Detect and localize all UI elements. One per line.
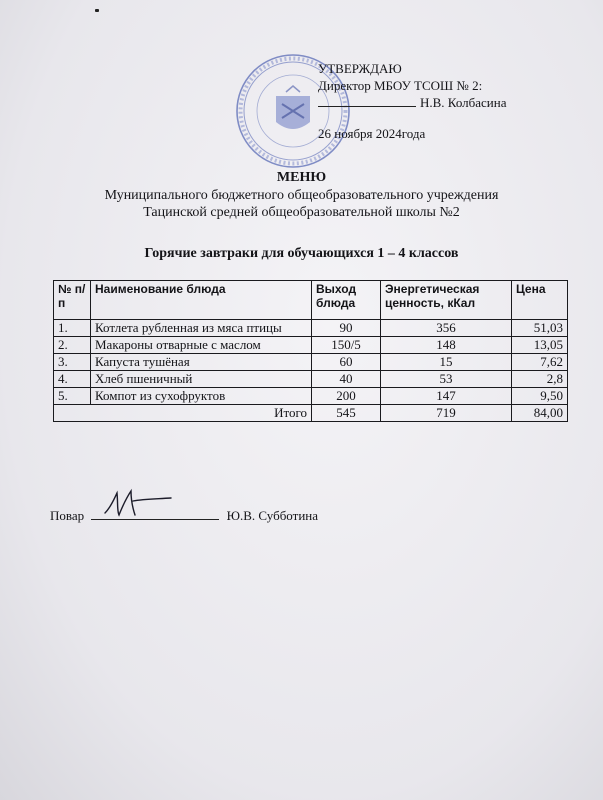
cell-name: Котлета рубленная из мяса птицы: [91, 320, 312, 337]
table-header-row: [54, 281, 568, 320]
cell-num: 4.: [54, 371, 91, 388]
cell-energy: 53: [381, 371, 512, 388]
approval-date: 26 ноября 2024года: [318, 126, 426, 141]
cell-num: 3.: [54, 354, 91, 371]
cell-output: 40: [312, 371, 381, 388]
cell-name: Капуста тушёная: [91, 354, 312, 371]
cell-num: 2.: [54, 337, 91, 354]
org-line-1: Муниципального бюджетного общеобразовательного учреждения: [104, 188, 499, 203]
approval-block: [318, 60, 507, 142]
header-output: Выход блюда: [312, 281, 381, 320]
cell-output: 60: [312, 354, 381, 371]
header-name: Наименование блюда: [91, 281, 312, 320]
table-row: [54, 337, 568, 354]
approval-heading: УТВЕРЖДАЮ: [318, 61, 402, 76]
cook-signature-line: [91, 507, 219, 520]
cell-price: 9,50: [512, 388, 568, 405]
cell-output: 90: [312, 320, 381, 337]
cook-label: Повар: [50, 508, 85, 523]
menu-table: [53, 280, 568, 422]
cell-energy: 15: [381, 354, 512, 371]
approval-position: Директор МБОУ ТСОШ № 2:: [318, 78, 483, 93]
cook-signature-block: [50, 507, 318, 524]
cell-price: 7,62: [512, 354, 568, 371]
menu-title: МЕНЮ: [276, 170, 327, 185]
cook-signature: [97, 485, 177, 525]
cell-energy: 147: [381, 388, 512, 405]
cell-num: 5.: [54, 388, 91, 405]
ink-speck: [95, 9, 99, 12]
cell-price: 13,05: [512, 337, 568, 354]
menu-subtitle: Горячие завтраки для обучающихся 1 – 4 классов: [144, 246, 459, 261]
cell-energy: 148: [381, 337, 512, 354]
cell-output: 150/5: [312, 337, 381, 354]
total-label: Итого: [54, 405, 312, 422]
table-total-row: [54, 405, 568, 422]
org-line-2: Тацинской средней общеобразовательной школы №2: [143, 205, 460, 220]
approval-signer: Н.В. Колбасина: [420, 95, 507, 110]
total-output: 545: [312, 405, 381, 422]
cell-name: Хлеб пшеничный: [91, 371, 312, 388]
cell-price: 2,8: [512, 371, 568, 388]
cell-price: 51,03: [512, 320, 568, 337]
cell-name: Макароны отварные с маслом: [91, 337, 312, 354]
header-num: № п/п: [54, 281, 91, 320]
cell-num: 1.: [54, 320, 91, 337]
cell-name: Компот из сухофруктов: [91, 388, 312, 405]
total-energy: 719: [381, 405, 512, 422]
table-row: [54, 320, 568, 337]
cook-name: Ю.В. Субботина: [226, 508, 319, 523]
director-signature-line: [318, 94, 416, 107]
table-row: [54, 371, 568, 388]
table-row: [54, 354, 568, 371]
header-energy: Энергетическая ценность, кКал: [381, 281, 512, 320]
cell-energy: 356: [381, 320, 512, 337]
header-price: Цена: [512, 281, 568, 320]
table-row: [54, 388, 568, 405]
total-price: 84,00: [512, 405, 568, 422]
cell-output: 200: [312, 388, 381, 405]
